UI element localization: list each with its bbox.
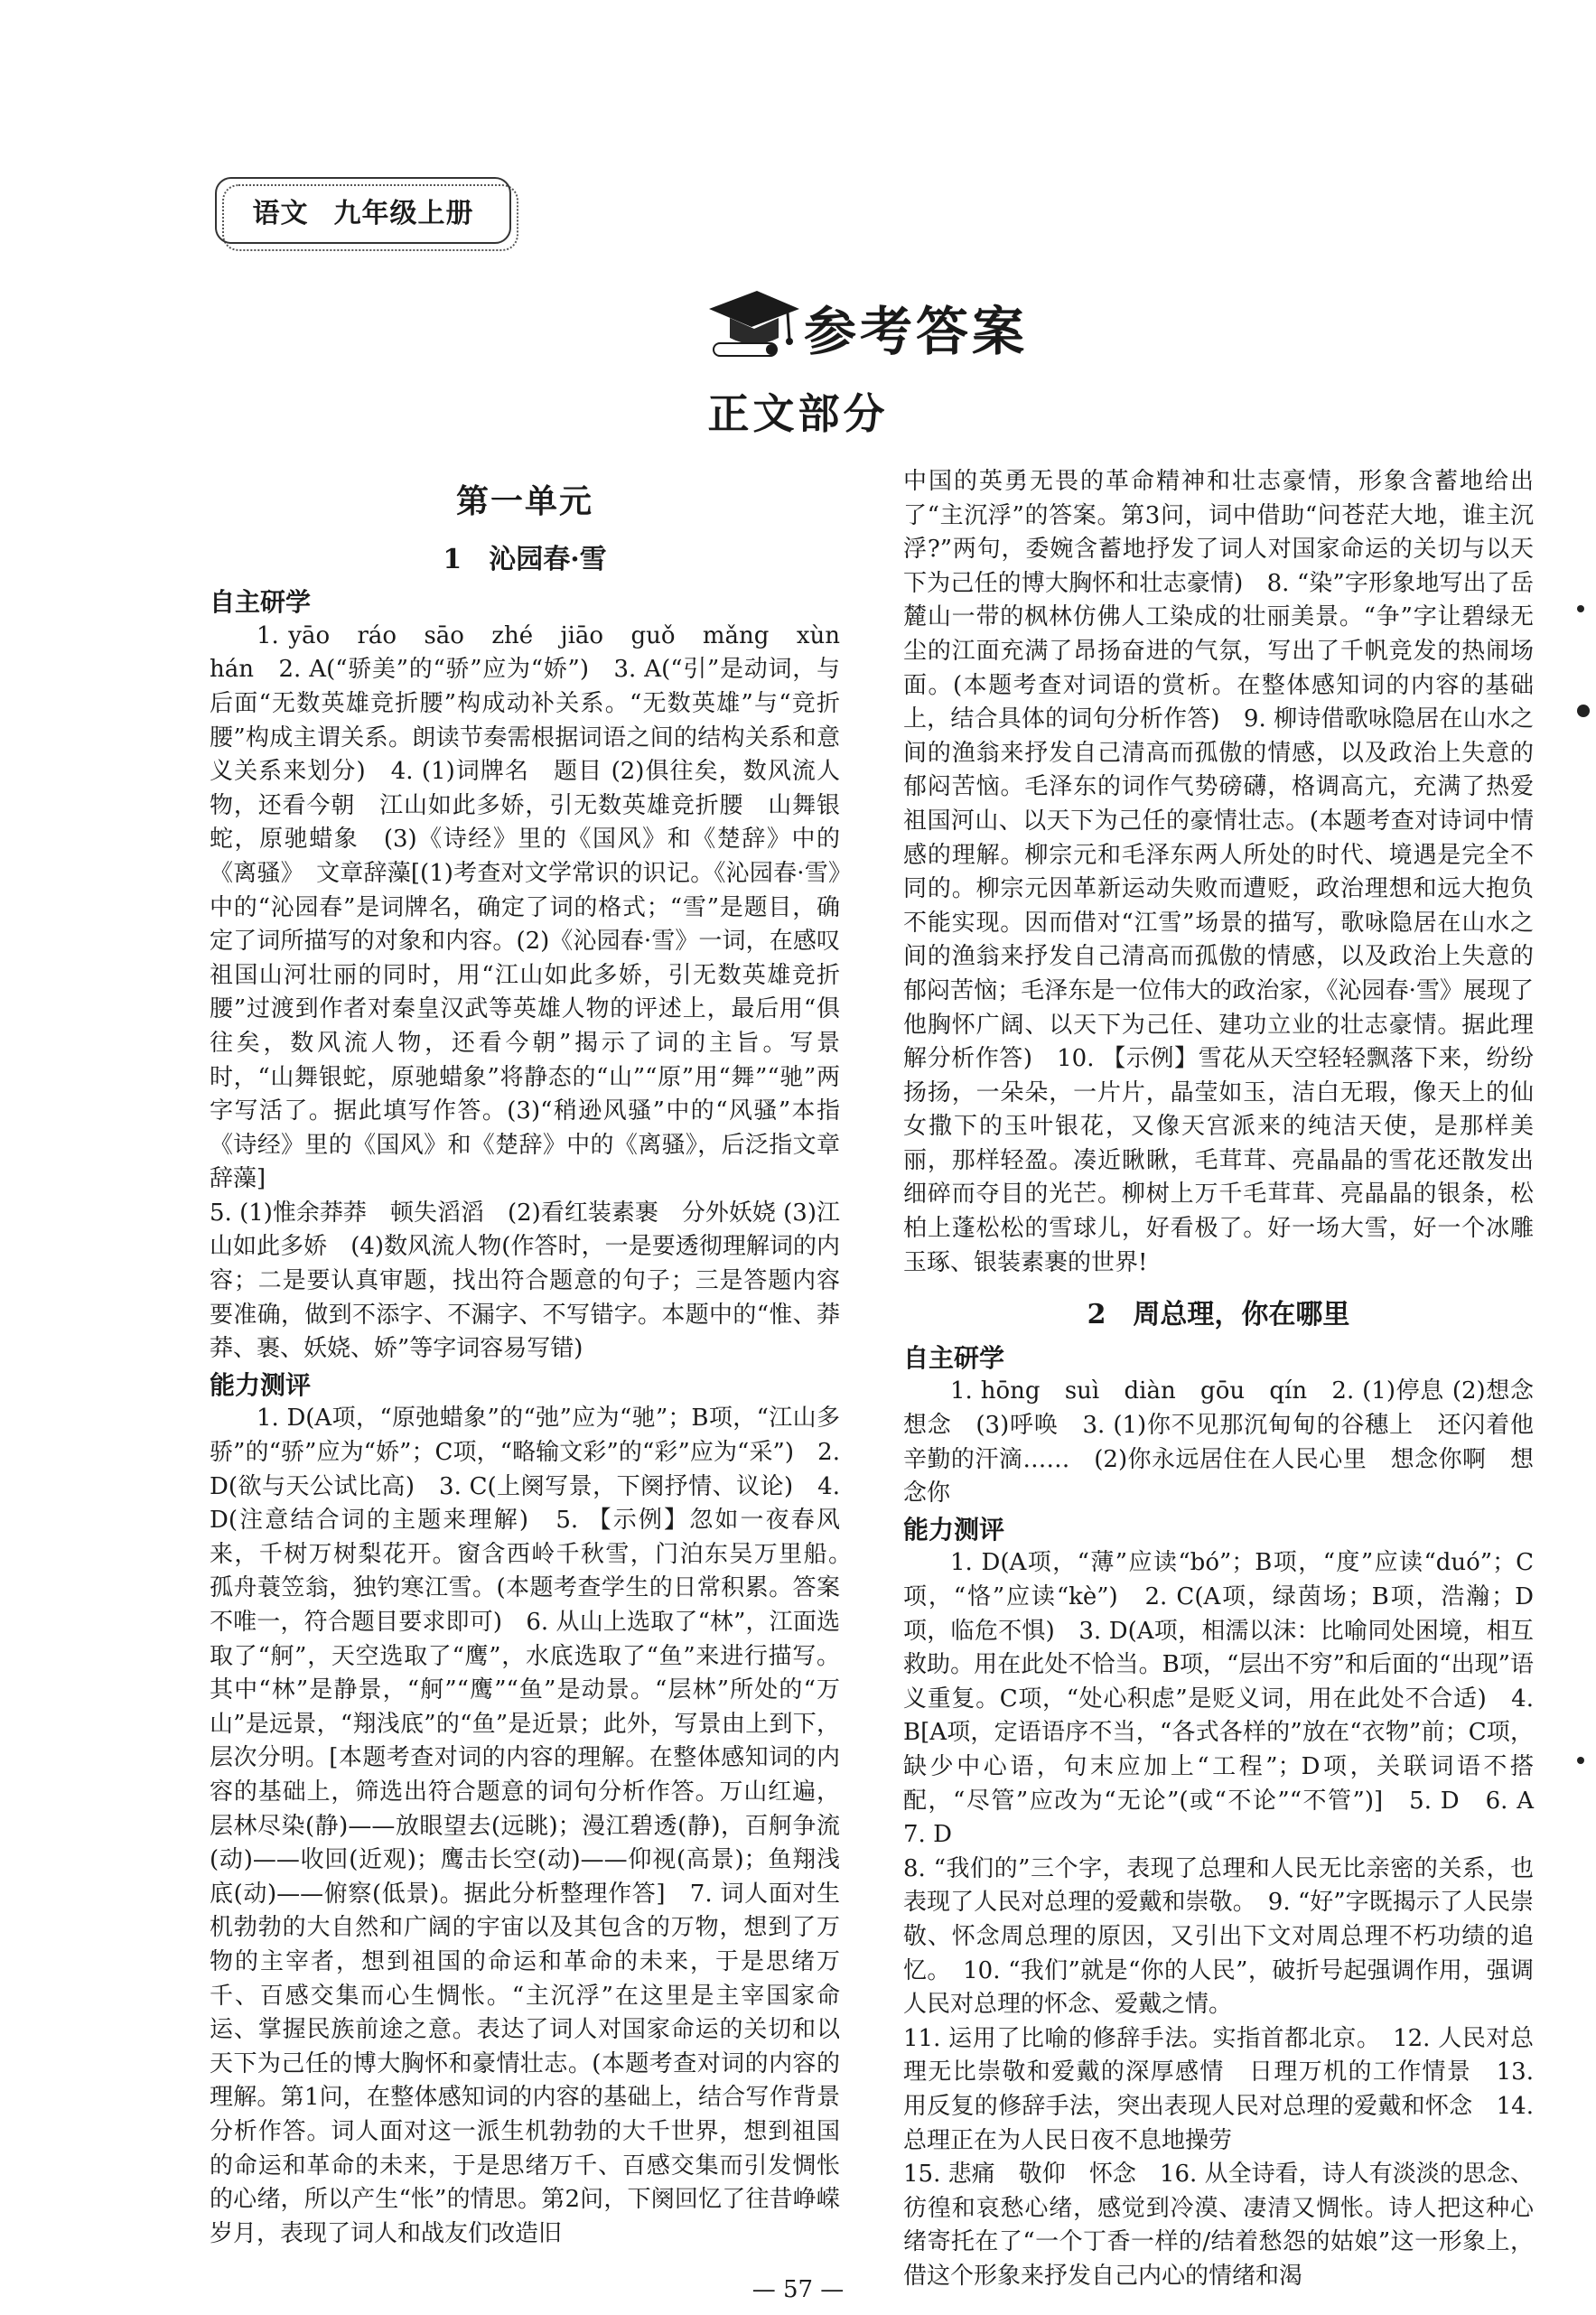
grade-name: 九年级上册 [333,198,474,229]
answer-zizhu-2: 1. hōng suì diàn gōu qín 2. (1)停息 (2)想念 想念 (3)呼唤 3. (1)你不见那沉甸甸的谷穗上 还闪着他辛勤的汗滴…… (2)你永远居住在人民心里 想念你啊 想念你 [903,1377,1558,1508]
left-column [210,465,864,2251]
margin-dot [1577,1757,1584,1764]
answer-zizhu-1: 1. yāo ráo sāo zhé jiāo guǒ mǎng xùn hán 2. A(“骄美”的“骄”应为“娇”) 3. A(“引”是动词，与后面“无数英雄竞折腰”构成动补关系。“无数英雄”与“竞折腰”构成主谓关系。朗读节奏需根据词语之间的结构关系和意义关系来划分) 4. (1)词牌名 题目 (2)俱往矣，数风流人物，还看今朝 江山如此多娇，引无数英雄竞折腰 山舞银蛇，原驰蜡象 (3)《诗经》里的《国风》和《楚辞》中的《离骚》 文章辞藻[(1)考查对文学常识的识记。《沁园春·雪》中的“沁园春”是词牌名，确定了词的格式；“雪”是题目，确定了词所描写的对象和内容。(2)《沁园春·雪》一词，在感叹祖国山河壮丽的同时，用“江山如此多娇，引无数英雄竞折腰”过渡到作者对秦皇汉武等英雄人物的评述上，最后用“俱往矣，数风流人物，还看今朝”揭示了词的主旨。写景时，“山舞银蛇，原驰蜡象”将静态的“山”“原”用“舞”“驰”两字写活了。据此填写作答。(3)“稍逊风骚”中的“风骚”本指《诗经》里的《国风》和《楚辞》中的《离骚》，后泛指文章辞藻] [210,621,840,1193]
margin-dot [1577,605,1584,612]
lesson-2-title: 2 周总理，你在哪里 [1087,1299,1350,1331]
right-column [903,465,1558,2293]
page-main-title: 参考答案 [804,301,1029,362]
answer-nengli-2-q8-10: 8. “我们的”三个字，表现了总理和人民无比亲密的关系，也表现了人民对总理的爱戴和崇敬。 9. “好”字既揭示了人民崇敬、怀念周总理的原因，又引出下文对周总理不朽功绩的追忆。 10. “我们”就是“你的人民”，破折号起强调作用，强调人民对总理的怀念、爱戴之情。 [903,1854,1534,2019]
subject-name: 语文 [252,198,309,229]
answer-zizhu-1-q5: 5. (1)惟余莽莽 顿失滔滔 (2)看红装素裹 分外妖娆 (3)江山如此多娇 (4)数风流人物(作答时，一是要透彻理解词的内容；二是要认真审题，找出符合题意的句子；三是答题内容要准确，做到不添字、不漏字、不写错字。本题中的“惟、莽莽、裹、妖娆、娇”等字词容易写错) [210,1199,840,1363]
answer-nengli-2: 1. D(A项，“薄”应读“bó”；B项，“度”应读“duó”；C项，“恪”应读“kè”) 2. C(A项，绿茵场；B项，浩瀚；D项，临危不惧) 3. D(A项，相濡以沫：比喻同处困境，相互救助。用在此处不恰当。B项，“层出不穷”和后面的“出现”语义重复。C项，“处心积虑”是贬义词，用在此处不合适) 4. B[A项，定语语序不当，“各式各样的”放在“衣物”前；C项，缺少中心语，句末应加上“工程”；D项，关联词语不搭配，“尽管”应改为“无论”(或“不论”“不管”)] 5. D 6. A 7. D [903,1549,1558,1849]
subject-label [215,177,511,244]
heading-nengli-2: 能力测评 [903,1514,1005,1545]
answer-nengli-1: 1. D(A项，“原弛蜡象”的“弛”应为“驰”；B项，“江山多骄”的“骄”应为“娇”；C项，“略输文彩”的“彩”应为“采”) 2. D(欲与天公试比高) 3. C(上阕写景，下阕抒情、议论) 4. D(注意结合词的主题来理解) 5. 【示例】忽如一夜春风来，千树万树梨花开。窗含西岭千秋雪，门泊东吴万里船。 孤舟蓑笠翁，独钓寒江雪。(本题考查学生的日常积累。答案不唯一，符合题目要求即可) 6. 从山上选取了“林”，江面选取了“舸”，天空选取了“鹰”，水底选取了“鱼”来进行描写。其中“林”是静景，“舸”“鹰”“鱼”是动景。“层林”所处的“万山”是远景，“翔浅底”的“鱼”是近景；此外，写景由上到下，层次分明。[本题考查对词的内容的理解。在整体感知词的内容的基础上，筛选出符合题意的词句分析作答。万山红遍，层林尽染(静)——放眼望去(远眺)；漫江碧透(静)，百舸争流(动)——收回(近观)；鹰击长空(动)——仰视(高景)；鱼翔浅底(动)——俯察(低景)。据此分析整理作答] 7. 词人面对生机勃勃的大自然和广阔的宇宙以及其包含的万物，想到了万物的主宰者，想到祖国的命运和革命的未来，于是思绪万千、百感交集而心生惆怅。“主沉浮”在这里是主宰国家命运、掌握民族前途之意。表达了词人对国家命运的关切和以天下为己任的博大胸怀和豪情壮志。(本题考查对词的内容的理解。第1问，在整体感知词的内容的基础上，结合写作背景分析作答。词人面对这一派生机勃勃的大千世界，想到祖国的命运和革命的未来，于是思绪万千、百感交集而引发惆怅的心绪，所以产生“怅”的情思。第2问，下阕回忆了往昔峥嵘岁月，表现了词人和战友们改造旧 [210,1405,864,2247]
answer-nengli-2-q11-14: 11. 运用了比喻的修辞手法。实指首都北京。 12. 人民对总理无比崇敬和爱戴的深厚感情 日理万机的工作情景 13. 用反复的修辞手法，突出表现人民对总理的爱戴和怀念 14. 总理正在为人民日夜不息地操劳 [903,2024,1534,2154]
margin-dot [1577,705,1590,717]
heading-zizhu-2: 自主研学 [903,1342,1005,1373]
page-number: — 57 — [751,2276,845,2303]
graduation-cap-icon [705,282,804,363]
unit-title: 第一单元 [455,483,593,520]
lesson-1-title: 1 沁园春·雪 [443,543,607,575]
section-title: 正文部分 [707,389,889,438]
answer-continued: 中国的英勇无畏的革命精神和壮志豪情，形象含蓄地给出了“主沉浮”的答案。第3问，词中借助“问苍茫大地，谁主沉浮?”两句，委婉含蓄地抒发了词人对国家命运的关切与以天下为己任的博大胸怀和壮志豪情) 8. “染”字形象地写出了岳麓山一带的枫林仿佛人工染成的壮丽美景。“争”字让碧绿无尘的江面充满了昂扬奋进的气氛，写出了千帆竞发的热闹场面。(本题考查对词语的赏析。在整体感知词的内容的基础上，结合具体的词句分析作答) 9. 柳诗借歌咏隐居在山水之间的渔翁来抒发自己清高而孤傲的情感，以及政治上失意的郁闷苦恼。毛泽东的词作气势磅礴，格调高亢，充满了热爱祖国河山、以天下为己任的豪情壮志。(本题考查对诗词中情感的理解。柳宗元和毛泽东两人所处的时代、境遇是完全不同的。柳宗元因革新运动失败而遭贬，政治理想和远大抱负不能实现。因而借对“江雪”场景的描写，歌咏隐居在山水之间的渔翁来抒发自己清高而孤傲的情感，以及政治上失意的郁闷苦恼；毛泽东是一位伟大的政治家，《沁园春·雪》展现了他胸怀广阔、以天下为己任、建功立业的壮志豪情。据此理解分析作答) 10. 【示例】雪花从天空轻轻飘落下来，纷纷扬扬，一朵朵，一片片，晶莹如玉，洁白无瑕，像天上的仙女撒下的玉叶银花，又像天宫派来的纯洁天使，是那样美丽，那样轻盈。凑近瞅瞅，毛茸茸、亮晶晶的雪花还散发出细碎而夺目的光芒。柳树上万千毛茸茸、亮晶晶的银条，松柏上蓬松松的雪球儿，好看极了。好一场大雪，好一个冰雕玉琢、银装素裹的世界! [903,468,1534,1276]
heading-zizhu-1: 自主研学 [210,587,312,618]
answer-nengli-2-q15-16: 15. 悲痛 敬仰 怀念 16. 从全诗看，诗人有淡淡的思念、彷徨和哀愁心绪，感觉到冷漠、凄清又惆怅。诗人把这种心绪寄托在了“一个丁香一样的/结着愁怨的姑娘”这一形象上，借这个形象来抒发自己内心的情绪和渴 [903,2161,1534,2290]
heading-nengli-1: 能力测评 [210,1369,312,1400]
